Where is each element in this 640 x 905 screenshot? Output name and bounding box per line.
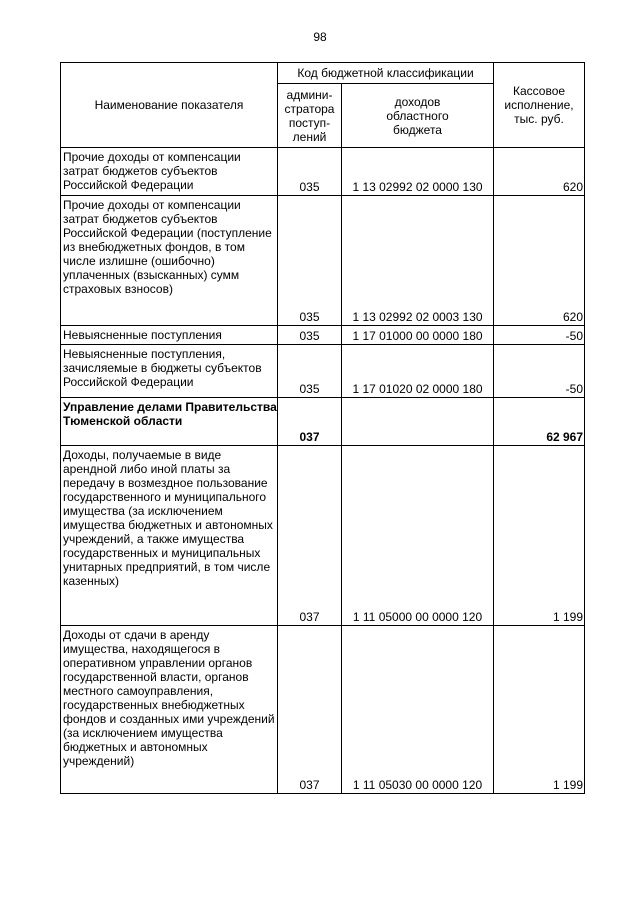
header-execution [494, 63, 585, 148]
row-value: 620 [494, 196, 585, 326]
row-name: Невыясненные поступления [61, 326, 278, 345]
row-admin-code: 035 [278, 326, 342, 345]
header-admin-text: админи- стратора поступ- лений [284, 87, 335, 144]
header-income [342, 84, 494, 148]
row-value: -50 [494, 326, 585, 345]
table-row [61, 345, 585, 398]
row-value: 1 199 [494, 626, 585, 794]
row-income-code: 1 13 02992 02 0003 130 [342, 196, 494, 326]
row-income-code [342, 398, 494, 446]
page-number: 98 [313, 30, 327, 44]
table-row [61, 148, 585, 196]
table-body [61, 148, 585, 794]
row-income-code: 1 17 01020 02 0000 180 [342, 345, 494, 398]
row-income-code: 1 13 02992 02 0000 130 [342, 148, 494, 196]
budget-table [60, 62, 585, 794]
header-execution-text: Кассовое исполнение, тыс. руб. [504, 84, 574, 126]
row-value: 1 199 [494, 446, 585, 626]
row-admin-code: 037 [278, 626, 342, 794]
row-admin-code: 037 [278, 398, 342, 446]
row-name: Прочие доходы от компенсации затрат бюджетов субъектов Российской Федерации (поступление из внебюджетных фондов, в том числе излишне (ошибочно) уплаченных (взысканных) сумм страховых взносов) [61, 196, 278, 326]
table-row [61, 446, 585, 626]
row-value: 620 [494, 148, 585, 196]
row-admin-code: 037 [278, 446, 342, 626]
row-name: Управление делами Правительства Тюменской области [61, 398, 278, 446]
table-row [61, 398, 585, 446]
row-income-code: 1 11 05000 00 0000 120 [342, 446, 494, 626]
row-admin-code: 035 [278, 196, 342, 326]
row-name: Доходы, получаемые в виде арендной либо иной платы за передачу в возмездное пользование государственного и муниципального имущества (за исключением имущества бюджетных и автономных учреждений, а также имущества государственных и муниципальных унитарных предприятий, в том числе казенных) [61, 446, 278, 626]
row-name: Доходы от сдачи в аренду имущества, находящегося в оперативном управлении органов государственной власти, органов местного самоуправления, государственных внебюджетных фондов и созданных ими учреждений (за исключением имущества бюджетных и автономных учреждений) [61, 626, 278, 794]
row-admin-code: 035 [278, 148, 342, 196]
row-income-code: 1 11 05030 00 0000 120 [342, 626, 494, 794]
table-row [61, 326, 585, 345]
table-row [61, 626, 585, 794]
header-classification: Код бюджетной классификации [278, 63, 494, 84]
row-admin-code: 035 [278, 345, 342, 398]
header-name: Наименование показателя [61, 63, 278, 148]
row-value: 62 967 [494, 398, 585, 446]
row-value: -50 [494, 345, 585, 398]
row-income-code: 1 17 01000 00 0000 180 [342, 326, 494, 345]
header-admin [278, 84, 342, 148]
table-row [61, 196, 585, 326]
row-name: Невыясненные поступления, зачисляемые в бюджеты субъектов Российской Федерации [61, 345, 278, 398]
header-income-text: доходов областного бюджета [386, 94, 449, 137]
row-name: Прочие доходы от компенсации затрат бюджетов субъектов Российской Федерации [61, 148, 278, 196]
